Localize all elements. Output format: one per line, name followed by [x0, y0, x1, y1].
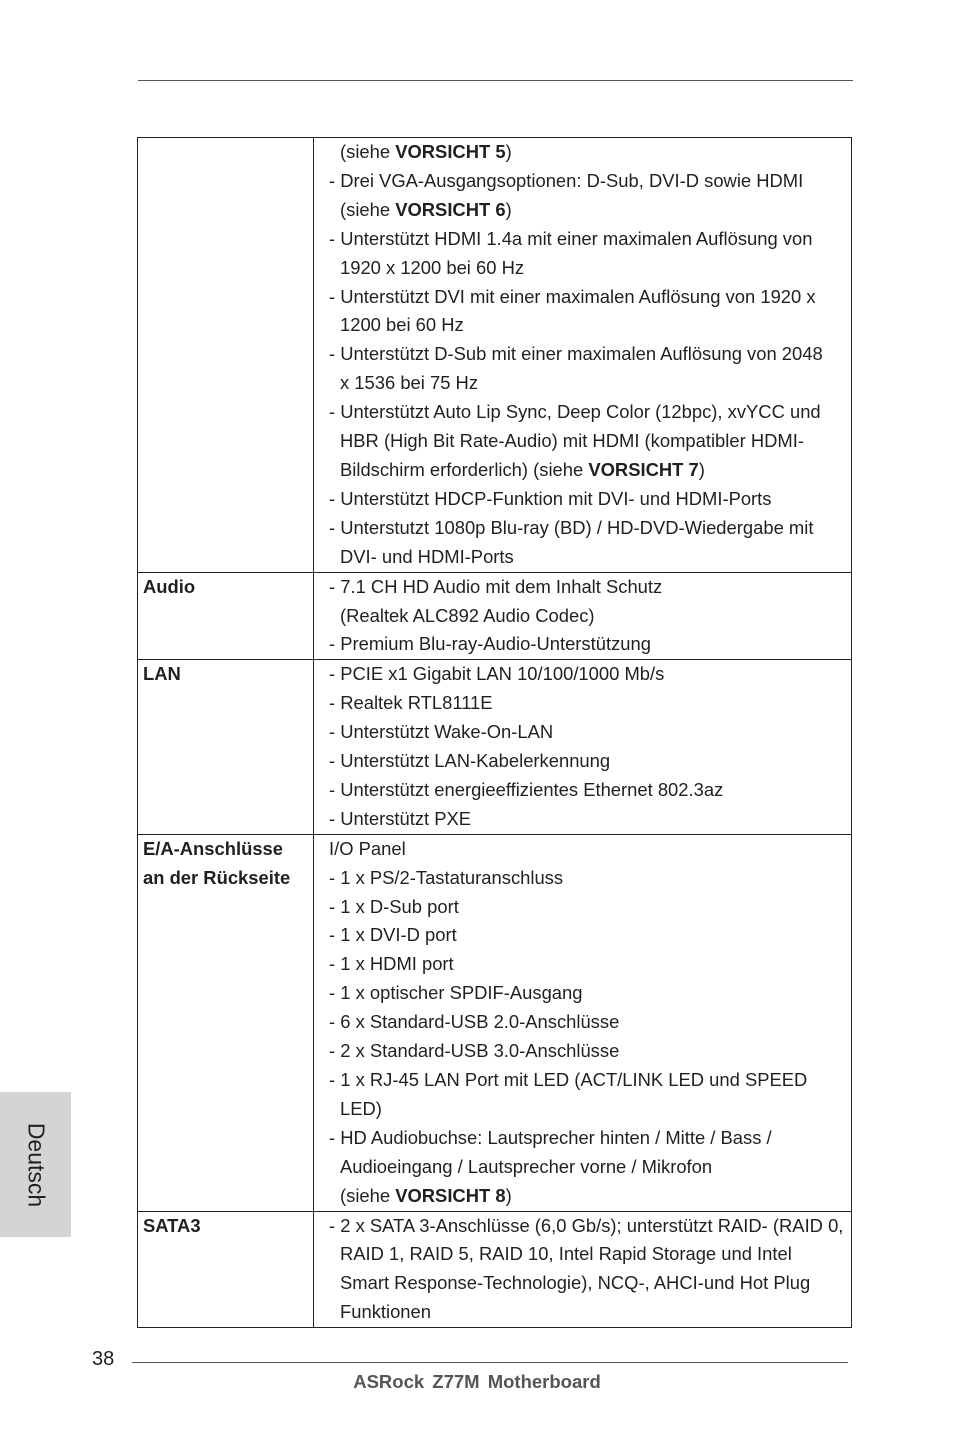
spec-label: Audio [143, 575, 196, 597]
spec-line-text: 1920 x 1200 bei 60 Hz [340, 256, 525, 278]
spec-table [137, 137, 852, 1328]
spec-label-cell [138, 660, 314, 834]
spec-line [329, 1269, 851, 1298]
spec-line-text: - Unterstützt Auto Lip Sync, Deep Color (12bpc), xvYCC und [329, 401, 821, 423]
spec-label-cell [138, 572, 314, 660]
spec-line-text: Bildschirm erforderlich) (siehe [340, 458, 589, 480]
side-tab-label: Deutsch [23, 1122, 49, 1207]
spec-line [329, 979, 851, 1008]
footer-title: ASRock Z77M Motherboard [353, 1371, 601, 1392]
spec-line-text: - 2 x SATA 3-Anschlüsse (6,0 Gb/s); unterstützt RAID- (RAID 0, [329, 1214, 844, 1236]
spec-line [329, 311, 851, 340]
spec-line-suffix: ) [698, 458, 705, 480]
spec-line-text: - Unterstützt HDCP-Funktion mit DVI- und HDMI-Ports [329, 487, 772, 509]
spec-line [329, 1124, 851, 1153]
spec-line-suffix: ) [505, 198, 512, 220]
spec-line [329, 805, 851, 834]
spec-line [329, 602, 851, 631]
spec-line-text: - 1 x DVI-D port [329, 924, 457, 946]
spec-line [329, 893, 851, 922]
spec-line-text: - Premium Blu-ray-Audio-Unterstützung [329, 633, 651, 655]
spec-label: E/A-Anschlüsse [143, 837, 284, 859]
spec-table-body [138, 138, 852, 1328]
page-number: 38 [92, 1348, 115, 1370]
spec-line [329, 864, 851, 893]
spec-line [329, 689, 851, 718]
footer-rule [132, 1362, 848, 1363]
spec-line [329, 254, 851, 283]
spec-line [329, 514, 851, 543]
spec-label-cell [138, 138, 314, 573]
spec-content-cell [314, 660, 852, 834]
spec-line [329, 718, 851, 747]
spec-line [329, 660, 851, 689]
spec-line [329, 835, 851, 864]
spec-line [329, 340, 851, 369]
spec-line [329, 630, 851, 659]
spec-content-cell [314, 138, 852, 573]
spec-line-text: - Unterstützt energieeffizientes Ethernet 802.3az [329, 778, 724, 800]
spec-line-text: HBR (High Bit Rate-Audio) mit HDMI (kompatibler HDMI- [340, 430, 804, 452]
spec-line-text: - HD Audiobuchse: Lautsprecher hinten / Mitte / Bass / [329, 1126, 772, 1148]
spec-line-text: - 1 x D-Sub port [329, 895, 459, 917]
spec-line [329, 747, 851, 776]
language-side-tab [0, 1092, 71, 1237]
spec-line [329, 921, 851, 950]
spec-line-text: - Unterstützt PXE [329, 807, 472, 829]
spec-line-text: - Drei VGA-Ausgangsoptionen: D-Sub, DVI-D sowie HDMI [329, 169, 804, 191]
spec-line-text: - 1 x HDMI port [329, 953, 454, 975]
spec-line-text: LED) [340, 1097, 382, 1119]
spec-label: LAN [143, 663, 181, 685]
spec-line-text: - 6 x Standard-USB 2.0-Anschlüsse [329, 1011, 620, 1033]
spec-label: an der Rückseite [143, 866, 291, 888]
spec-line [329, 283, 851, 312]
spec-content-cell [314, 572, 852, 660]
spec-line-text: Smart Response-Technologie), NCQ-, AHCI-und Hot Plug [340, 1272, 811, 1294]
spec-line [329, 456, 851, 485]
spec-line-text: - Unterstützt Wake-On-LAN [329, 721, 554, 743]
spec-line-text: (siehe [340, 1184, 396, 1206]
spec-row [138, 660, 852, 834]
caution-reference: VORSICHT 7 [588, 458, 699, 480]
spec-line [329, 138, 851, 167]
spec-line-text: (Realtek ALC892 Audio Codec) [340, 604, 595, 626]
spec-line [329, 573, 851, 602]
spec-line-text: Audioeingang / Lautsprecher vorne / Mikrofon [340, 1155, 713, 1177]
spec-line [329, 950, 851, 979]
header-rule [138, 80, 853, 81]
spec-line-text: (siehe [340, 198, 396, 220]
spec-line [329, 167, 851, 196]
spec-line-text: RAID 1, RAID 5, RAID 10, Intel Rapid Storage und Intel [340, 1243, 792, 1265]
spec-line-text: - Unterstützt D-Sub mit einer maximalen Auflösung von 2048 [329, 343, 823, 365]
caution-reference: VORSICHT 5 [395, 141, 506, 162]
spec-line [329, 1153, 851, 1182]
spec-row [138, 834, 852, 1211]
spec-line-suffix: ) [505, 1184, 512, 1206]
spec-line-text: DVI- und HDMI-Ports [340, 545, 514, 567]
spec-line [329, 369, 851, 398]
spec-label-cell [138, 834, 314, 1211]
spec-line-text: - Realtek RTL8111E [329, 692, 493, 714]
spec-row [138, 1211, 852, 1328]
spec-line [329, 1212, 851, 1241]
spec-line [329, 1240, 851, 1269]
spec-line-text: x 1536 bei 75 Hz [340, 372, 479, 394]
spec-line [329, 1008, 851, 1037]
spec-line [329, 1066, 851, 1095]
spec-line-text: - 2 x Standard-USB 3.0-Anschlüsse [329, 1040, 620, 1062]
spec-line-text: - Unterstützt HDMI 1.4a mit einer maximalen Auflösung von [329, 227, 813, 249]
spec-line-text: - PCIE x1 Gigabit LAN 10/100/1000 Mb/s [329, 663, 665, 685]
spec-line-text: (siehe [340, 141, 396, 162]
spec-line [329, 1037, 851, 1066]
caution-reference: VORSICHT 6 [395, 198, 506, 220]
spec-label-cell [138, 1211, 314, 1328]
spec-line [329, 776, 851, 805]
spec-line-text: 1200 bei 60 Hz [340, 314, 464, 336]
spec-line-text: - 1 x PS/2-Tastaturanschluss [329, 866, 564, 888]
spec-line-text: - 7.1 CH HD Audio mit dem Inhalt Schutz [329, 575, 663, 597]
spec-line-text: I/O Panel [329, 837, 406, 859]
spec-line [329, 543, 851, 572]
spec-line-text: Funktionen [340, 1301, 431, 1323]
spec-line-text: - Unterstutzt 1080p Blu-ray (BD) / HD-DVD-Wiedergabe mit [329, 516, 814, 538]
spec-content-cell [314, 834, 852, 1211]
spec-line-text: - 1 x RJ-45 LAN Port mit LED (ACT/LINK LED und SPEED [329, 1069, 808, 1090]
spec-row [138, 138, 852, 573]
spec-line [329, 485, 851, 514]
spec-line [329, 398, 851, 427]
spec-line [329, 225, 851, 254]
spec-line [329, 1182, 851, 1211]
spec-content-cell [314, 1211, 852, 1328]
spec-line [329, 427, 851, 456]
spec-label: SATA3 [143, 1214, 201, 1236]
spec-line-suffix: ) [505, 141, 512, 162]
spec-line [329, 196, 851, 225]
spec-line [329, 1095, 851, 1124]
spec-line-text: - 1 x optischer SPDIF-Ausgang [329, 982, 583, 1004]
spec-line [329, 1298, 851, 1327]
spec-line-text: - Unterstützt LAN-Kabelerkennung [329, 750, 611, 772]
spec-row [138, 572, 852, 660]
caution-reference: VORSICHT 8 [395, 1184, 506, 1206]
spec-line-text: - Unterstützt DVI mit einer maximalen Auflösung von 1920 x [329, 285, 816, 307]
